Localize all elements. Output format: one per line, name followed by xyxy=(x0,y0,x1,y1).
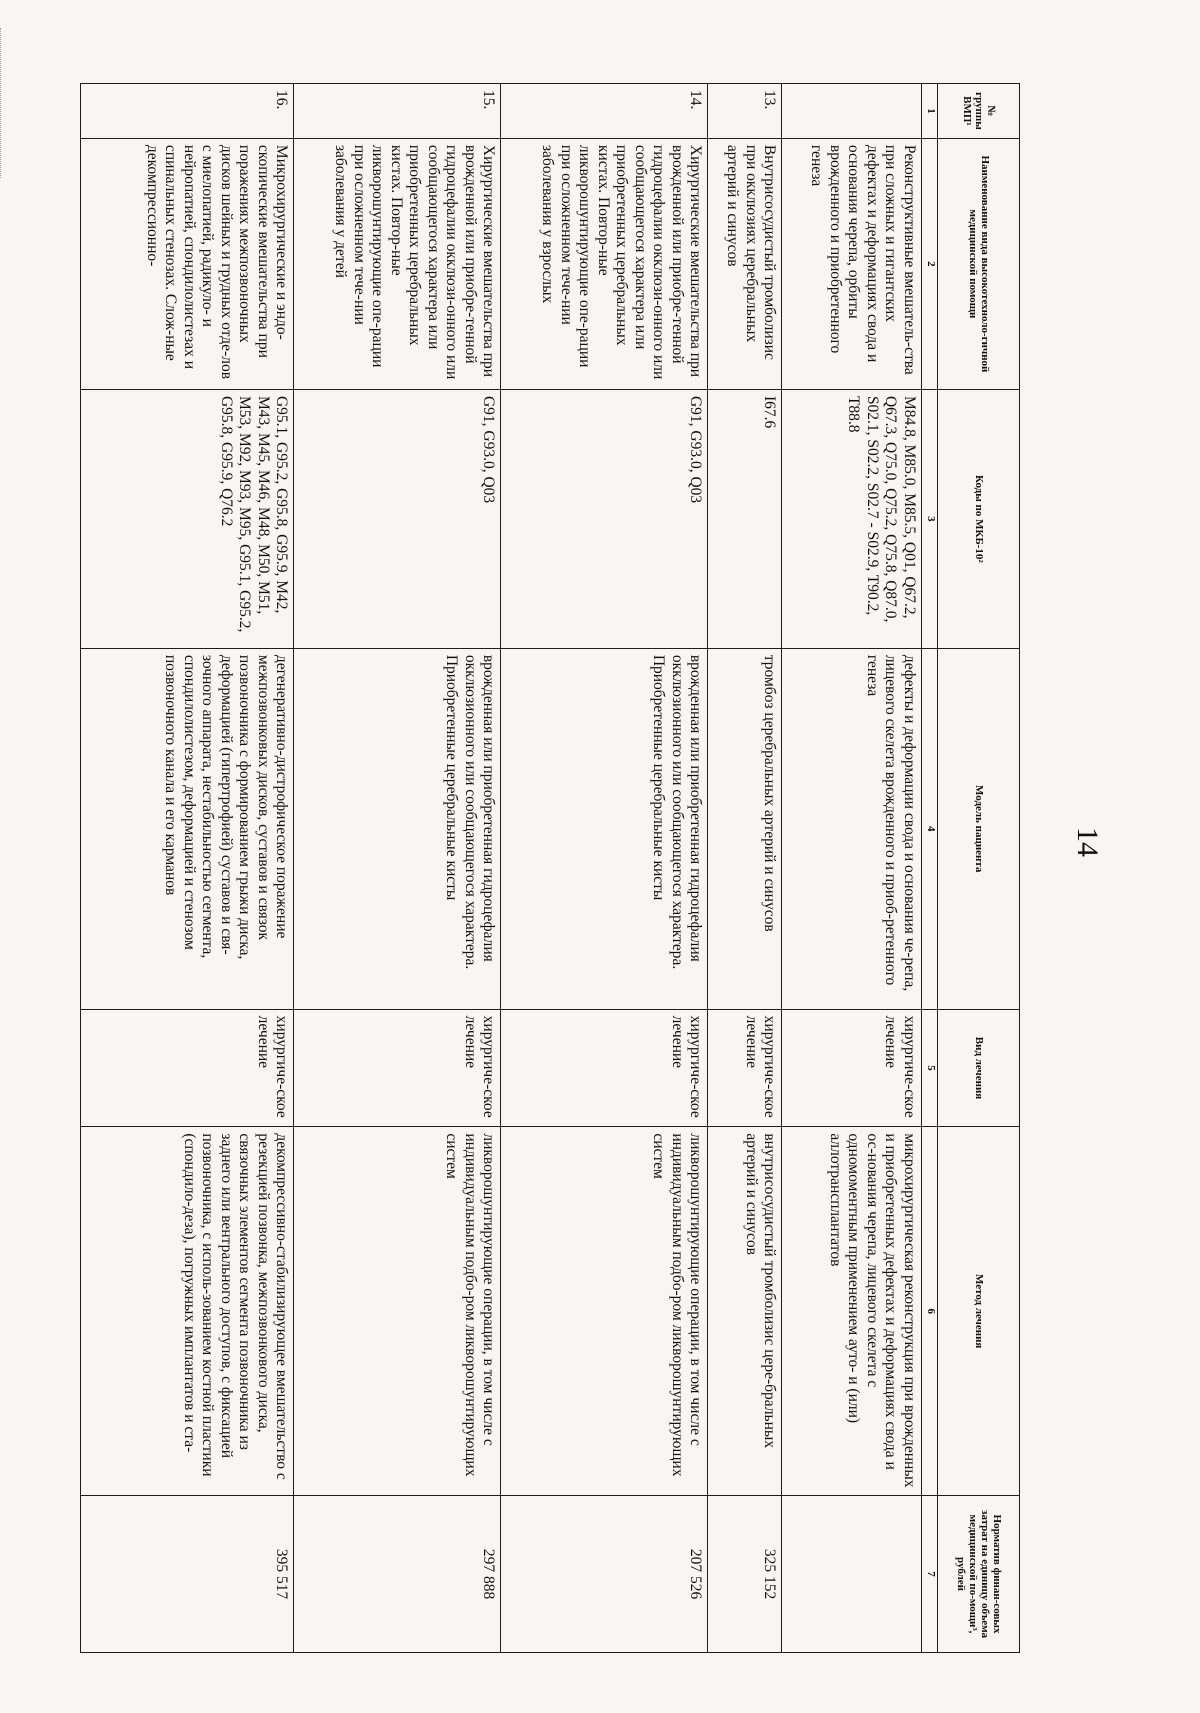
column-number: 7 xyxy=(921,1496,938,1653)
cost-norm: 395 517 xyxy=(81,1496,294,1653)
group-number: 13. xyxy=(708,84,782,139)
header-group-number: № группы ВМП¹ xyxy=(938,84,1020,139)
column-number: 3 xyxy=(921,389,938,648)
treatment-method: микрохирургическая реконструкция при врожденных и приобретенных дефектах и деформациях свода и ос-нования черепа, лицевого скелета с одномоментным применением ауто- и (или) аллотрансплантатов xyxy=(782,1127,922,1496)
table-row xyxy=(708,84,782,1653)
scan-edge-mark xyxy=(0,28,11,178)
treatment-type: хирургиче-ское лечение xyxy=(782,1009,922,1127)
rotated-table-container xyxy=(80,83,1020,1653)
column-number: 1 xyxy=(921,84,938,139)
vmp-table xyxy=(80,83,1020,1653)
table-row xyxy=(294,84,501,1653)
group-number: 15. xyxy=(294,84,501,139)
header-vmp-name: Наименование вида высокотехноло-гичной медицинской помощи xyxy=(938,138,1020,389)
vmp-name: Хирургические вмешательства при врожденной или приобре-тенной гидроцефалии окклюзи-онного или сообщающегося характера или приобретенных церебральных кистах. Повтор-ные ликворошунтирующие опе-рации при осложненном тече-нии заболевания у взрослых xyxy=(501,138,708,389)
table-row xyxy=(782,84,922,1653)
icd-codes: G91, G93.0, Q03 xyxy=(294,389,501,648)
patient-model: врожденная или приобретенная гидроцефалия окклюзионного или сообщающегося характера. Приобретенные церебральные кисты xyxy=(294,648,501,1009)
header-treatment-type: Вид лечения xyxy=(938,1009,1020,1127)
patient-model: тромбоз церебральных артерий и синусов xyxy=(708,648,782,1009)
icd-codes: G91, G93.0, Q03 xyxy=(501,389,708,648)
treatment-type: хирургиче-ское лечение xyxy=(294,1009,501,1127)
vmp-name: Хирургические вмешательства при врожденной или приобре-тенной гидроцефалии окклюзи-онного или сообщающегося характера или приобретенных церебральных кистах. Повтор-ные ликворошунтирующие опе-рации при осложненном тече-нии заболевания у детей xyxy=(294,138,501,389)
table-row xyxy=(81,84,294,1653)
treatment-type: хирургиче-ское лечение xyxy=(708,1009,782,1127)
header-icd-codes: Коды по МКБ-10² xyxy=(938,389,1020,648)
vmp-name: Реконструктивные вмешатель-ства при сложных и гигантских дефектах и деформациях свода и основания черепа, орбиты врожденного и приобретенного генеза xyxy=(782,138,922,389)
header-cost-norm: Норматив финан-совых затрат на единицу объема медицинской по-мощи³, рублей xyxy=(938,1496,1020,1653)
header-treatment-method: Метод лечения xyxy=(938,1127,1020,1496)
patient-model: дефекты и деформации свода и основания че-репа, лицевого скелета врожденного и приоб-ретенного генеза xyxy=(782,648,922,1009)
patient-model: врожденная или приобретенная гидроцефалия окклюзионного или сообщающегося характера. Приобретенные церебральные кисты xyxy=(501,648,708,1009)
table-row xyxy=(501,84,708,1653)
column-number: 5 xyxy=(921,1009,938,1127)
cost-norm: 207 526 xyxy=(501,1496,708,1653)
group-number: 16. xyxy=(81,84,294,139)
treatment-method: ликворошунтирующие операции, в том числе с индивидуальным подбо-ром ликворошунтирующих систем xyxy=(501,1127,708,1496)
header-row xyxy=(938,84,1020,1653)
header-patient-model: Модель пациента xyxy=(938,648,1020,1009)
treatment-method: внутрисосудистый тромболизис цере-бральных артерий и синусов xyxy=(708,1127,782,1496)
treatment-type: хирургиче-ское лечение xyxy=(81,1009,294,1127)
treatment-method: ликворошунтирующие операции, в том числе с индивидуальным подбо-ром ликворошунтирующих систем xyxy=(294,1127,501,1496)
group-number: 14. xyxy=(501,84,708,139)
vmp-name: Микрохирургические и эндо-скопические вмешательства при поражениях межпозвоночных дисков шейных и грудных отде-лов с миелопатией, радикуло- и нейропатией, спондилолистезах и спинальных стенозах. Слож-ные декомпрессионно- xyxy=(81,138,294,389)
group-number xyxy=(782,84,922,139)
icd-codes: G95.1, G95.2, G95.8, G95.9, M42, M43, M45, M46, M48, M50, M51, M53, M92, M93, M95, G95.1, G95.2, G95.8, G95.9, Q76.2 xyxy=(81,389,294,648)
cost-norm: 297 888 xyxy=(294,1496,501,1653)
column-number-row xyxy=(921,84,938,1653)
page-number: 14 xyxy=(1071,827,1104,857)
cost-norm xyxy=(782,1496,922,1653)
treatment-method: декомпрессивно-стабилизирующее вмешательство с резекцией позвонка, межпозвонкового диска, связочных элементов сегмента позвоночника из заднего или вентрального доступов, с фиксацией позвоночника, с исполь-зованием костной пластики (спондило-деза), погружных имплантатов и ста- xyxy=(81,1127,294,1496)
column-number: 6 xyxy=(921,1127,938,1496)
patient-model: дегенеративно-дистрофическое поражение межпозвонковых дисков, суставов и связок позвоночника с формированием грыжи диска, деформацией (гипертрофией) суставов и свя-зочного аппарата, нестабильностью сегмента, спондилолистезом, деформацией и стенозом позвоночного канала и его карманов xyxy=(81,648,294,1009)
treatment-type: хирургиче-ское лечение xyxy=(501,1009,708,1127)
icd-codes: I67.6 xyxy=(708,389,782,648)
icd-codes: M84.8, M85.0, M85.5, Q01, Q67.2, Q67.3, Q75.0, Q75.2, Q75.8, Q87.0, S02.1, S02.2, S02.7 - S02.9, T90.2, T88.8 xyxy=(782,389,922,648)
cost-norm: 325 152 xyxy=(708,1496,782,1653)
column-number: 2 xyxy=(921,138,938,389)
vmp-name: Внутрисосудистый тромболизис при окклюзиях церебральных артерий и синусов xyxy=(708,138,782,389)
column-number: 4 xyxy=(921,648,938,1009)
